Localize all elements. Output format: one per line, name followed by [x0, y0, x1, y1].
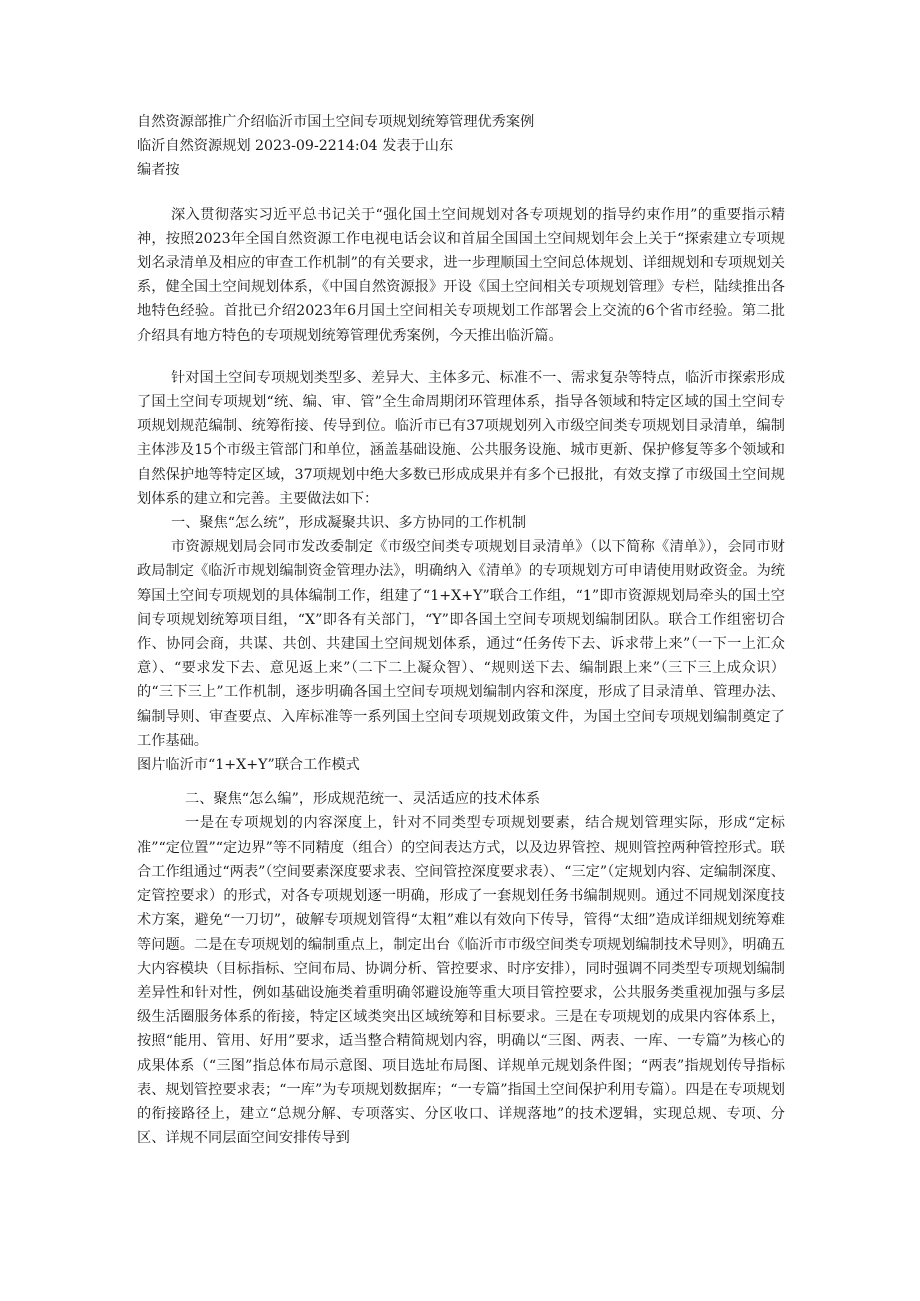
figure-caption: 图片临沂市“1+X+Y”联合工作模式: [137, 757, 360, 774]
article-body: [137, 110, 785, 1150]
editor-note-label: 编者按: [137, 162, 180, 179]
section1-paragraph: 市资源规划局会同市发改委制定《市级空间类专项规划目录清单》（以下简称《清单》），会同市财政局制定《临沂市规划编制资金管理办法》，明确纳入《清单》的专项规划方可申请使用财政资金。为统筹国土空间专项规划的具体编制工作，组建了“1+X+Y”联合工作组，“1”即市资源规划局牵头的国土空间专项规划统筹项目组，“X”即各有关部门，“Y”即各国土空间专项规划编制团队。联合工作组密切合作、协同会商，共谋、共创、共建国土空间规划体系，通过“任务传下去、诉求带上来”（一下一上汇众意）、“要求发下去、意见返上来”（二下二上凝众智）、“规则送下去、编制跟上来”（三下三上成众识）的“三下三上”工作机制，逐步明确各国土空间专项规划编制内容和深度，形成了目录清单、管理办法、编制导则、审查要点、入库标准等一系列国土空间专项规划政策文件，为国土空间专项规划编制奠定了工作基础。: [137, 539, 785, 749]
article-byline: 临沂自然资源规划 2023-09-2214:04 发表于山东: [137, 138, 454, 155]
overview-paragraph: 针对国土空间专项规划类型多、差异大、主体多元、标准不一、需求复杂等特点，临沂市探索形成了国土空间专项规划“统、编、审、管”全生命周期闭环管理体系，指导各领域和特定区域的国土空间专项规划规范编制、统筹衔接、传导到位。临沂市已有37项规划列入市级空间类专项规划目录清单，编制主体涉及15个市级主管部门和单位，涵盖基础设施、公共服务设施、城市更新、保护修复等多个领域和自然保护地等特定区域，37项规划中绝大多数已形成成果并有多个已报批，有效支撑了市级国土空间规划体系的建立和完善。主要做法如下：: [137, 369, 785, 507]
section2-paragraph: 一是在专项规划的内容深度上，针对不同类型专项规划要素，结合规划管理实际，形成“定标准”“定位置”“定边界”等不同精度（组合）的空间表达方式，以及边界管控、规则管控两种管控形式。联合工作组通过“两表”（空间要素深度要求表、空间管控深度要求表）、“三定”（定规划内容、定编制深度、定管控要求）的形式，对各专项规划逐一明确，形成了一套规划任务书编制规则。通过不同规划深度技术方案，避免“一刀切”，破解专项规划管得“太粗”难以有效向下传导，管得“太细”造成详细规划统筹难等问题。二是在专项规划的编制重点上，制定出台《临沂市市级空间类专项规划编制技术导则》，明确五大内容模块（目标指标、空间布局、协调分析、管控要求、时序安排），同时强调不同类型专项规划编制差异性和针对性，例如基础设施类着重明确邻避设施等重大项目管控要求，公共服务类重视加强与多层级生活圈服务体系的衔接，特定区域类突出区域统筹和目标要求。三是在专项规划的成果内容体系上，按照“能用、管用、好用”要求，适当整合精简规划内容，明确以“三图、两表、一库、一专篇”为核心的成果体系（“三图”指总体布局示意图、项目选址布局图、详规单元规划条件图；“两表”指规划传导指标表、规划管控要求表；“一库”为专项规划数据库；“一专篇”指国土空间保护利用专篇）。四是在专项规划的衔接路径上，建立“总规分解、专项落实、分区收口、详规落地”的技术逻辑，实现总规、专项、分区、详规不同层面空间安排传导到: [137, 815, 785, 1147]
intro-paragraph: 深入贯彻落实习近平总书记关于“强化国土空间规划对各专项规划的指导约束作用”的重要指示精神，按照2023年全国自然资源工作电视电话会议和首届全国国土空间规划年会上关于“探索建立专项规划名录清单及相应的审查工作机制”的有关要求，进一步理顺国土空间总体规划、详细规划和专项规划关系，健全国土空间规划体系，《中国自然资源报》开设《国土空间相关专项规划管理》专栏，陆续推出各地特色经验。首批已介绍2023年6月国土空间相关专项规划工作部署会上交流的6个省市经验。第二批介绍具有地方特色的专项规划统筹管理优秀案例，今天推出临沂篇。: [137, 206, 785, 344]
article-title: 自然资源部推广介绍临沂市国土空间专项规划统筹管理优秀案例: [137, 114, 535, 130]
section1-heading: 一、聚焦“怎么统”，形成凝聚共识、多方协同的工作机制: [171, 515, 527, 532]
section2-heading: 二、聚焦“怎么编”，形成规范统一、灵活适应的技术体系: [185, 791, 541, 808]
